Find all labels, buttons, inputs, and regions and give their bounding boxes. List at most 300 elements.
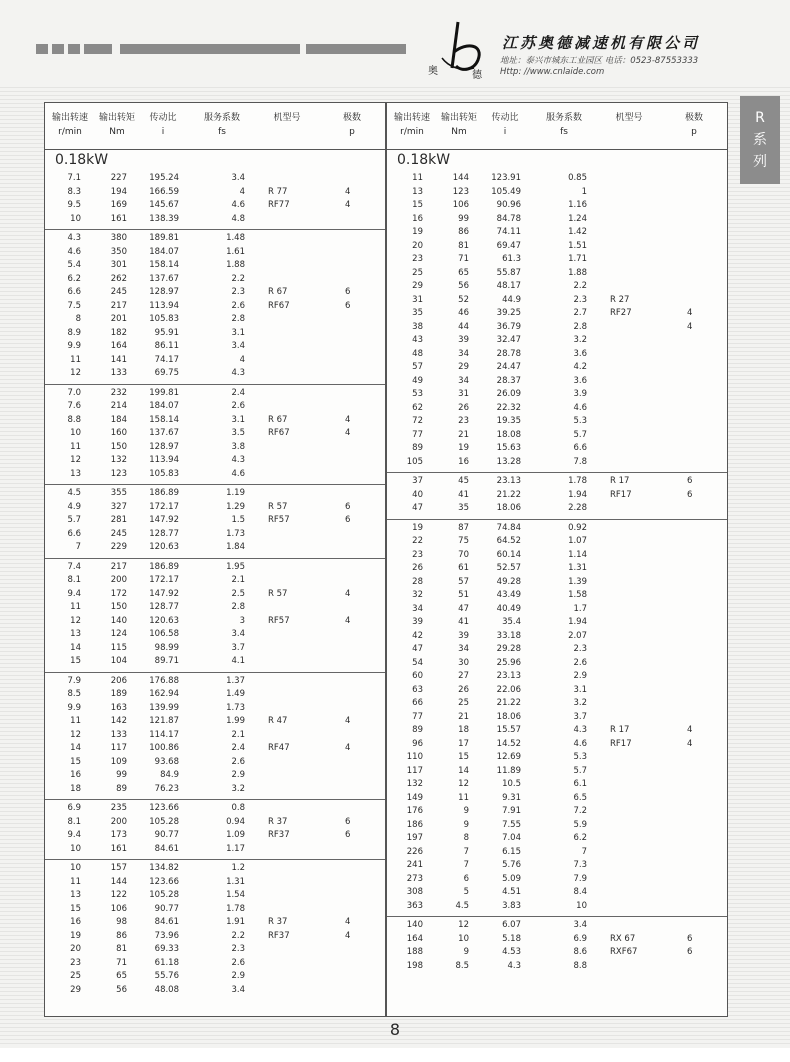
table-cell: 98.99 (154, 642, 179, 653)
table-row (387, 199, 727, 213)
table-cell: 241 (406, 860, 423, 870)
table-cell: 86 (458, 227, 469, 237)
table-cell: 26 (458, 402, 469, 413)
table-row (387, 589, 727, 603)
table-row (45, 889, 385, 903)
table-row (387, 846, 727, 860)
table-cell: 105.49 (491, 186, 521, 197)
table-cell: 4.3 (67, 233, 81, 243)
table-row (45, 528, 385, 542)
table-cell: 3.1 (573, 684, 587, 695)
table-row (387, 630, 727, 644)
table-cell: 10 (70, 213, 81, 224)
table-cell: 6.1 (573, 779, 587, 789)
table-row (45, 340, 385, 354)
table-cell: 18.06 (496, 503, 521, 513)
table-cell: 105 (406, 456, 423, 467)
table-cell: 10 (70, 843, 81, 854)
header-label: 输出转速 (393, 113, 430, 123)
table-cell: 2.1 (231, 729, 245, 740)
table-cell: 2.4 (231, 387, 245, 398)
table-cell: 13 (70, 629, 81, 639)
table-cell: 115 (110, 642, 127, 653)
model-label: R 77 (268, 186, 288, 197)
table-cell: 52 (458, 294, 469, 305)
table-row (45, 802, 385, 816)
table-cell: 3.4 (231, 629, 245, 639)
table-cell: 35 (412, 308, 423, 318)
table-cell: 4 (239, 354, 245, 365)
table-cell: 57 (412, 362, 423, 372)
table-cell: 65 (116, 971, 127, 981)
table-cell: 23 (412, 254, 423, 264)
table-cell: 11 (70, 441, 81, 452)
table-cell: 41 (458, 489, 469, 500)
table-cell: 10 (70, 428, 81, 438)
table-row (45, 232, 385, 246)
table-row (45, 588, 385, 602)
table-cell: 176.88 (149, 675, 179, 686)
table-cell: 11 (412, 173, 423, 183)
table-cell: 23.13 (496, 476, 521, 486)
table-row (45, 783, 385, 797)
table-row (45, 843, 385, 857)
table-cell: 30 (458, 657, 469, 668)
table-cell: 7.4 (67, 561, 81, 572)
poles-label: 6 (345, 816, 351, 827)
table-cell: 7.6 (67, 401, 81, 411)
table-cell: 2.8 (573, 321, 587, 332)
table-cell: 1.51 (568, 240, 587, 251)
table-cell: 106 (110, 903, 127, 914)
header-label: 输出转速 (51, 113, 88, 123)
table-cell: 9.31 (502, 792, 521, 803)
table-cell: 3.8 (231, 441, 245, 452)
table-row (45, 273, 385, 287)
table-cell: 90.77 (154, 830, 179, 840)
table-cell: 2.6 (231, 401, 245, 411)
table-row (387, 429, 727, 443)
table-cell: 93.68 (154, 756, 179, 767)
power-label: 0.18kW (55, 152, 109, 168)
table-row (387, 502, 727, 516)
table-cell: 1.73 (226, 528, 245, 539)
table-cell: 162.94 (149, 689, 179, 699)
table-cell: 0.8 (231, 803, 245, 813)
table-cell: 3.4 (231, 341, 245, 351)
table-cell: 1.31 (226, 876, 245, 887)
table-cell: 120.63 (149, 542, 179, 552)
table-cell: 9 (463, 819, 469, 830)
table-cell: 363 (406, 900, 423, 911)
poles-label: 4 (345, 200, 351, 210)
table-cell: 26 (412, 563, 423, 573)
table-cell: 6.9 (67, 803, 81, 813)
table-cell: 8.8 (573, 960, 587, 971)
table-cell: 1.94 (568, 489, 587, 500)
table-cell: 14 (70, 743, 81, 753)
table-cell: 26.09 (496, 389, 521, 399)
table-cell: 5.3 (573, 416, 587, 426)
model-label: RF37 (268, 930, 290, 941)
table-cell: 31 (412, 294, 423, 305)
table-cell: 105.28 (149, 816, 179, 827)
table-cell: 3.5 (231, 428, 245, 438)
table-cell: 122 (110, 890, 127, 900)
table-cell: 81 (116, 944, 127, 954)
model-label: RF37 (268, 830, 290, 840)
table-cell: 164 (110, 341, 127, 351)
table-cell: 12 (70, 368, 81, 378)
table-cell: 11.89 (496, 765, 521, 776)
table-cell: 8 (75, 314, 81, 324)
poles-label: 4 (345, 917, 351, 927)
table-cell: 89 (412, 443, 423, 453)
table-cell: 117 (406, 765, 423, 776)
table-cell: 160 (110, 428, 127, 438)
table-cell: 18 (458, 725, 469, 735)
table-cell: 4.6 (67, 246, 81, 257)
table-cell: 1.42 (568, 227, 587, 237)
table-cell: 63 (412, 684, 423, 695)
table-cell: 43.49 (496, 590, 521, 600)
table-cell: 128.97 (149, 441, 179, 452)
table-cell: 1.73 (226, 702, 245, 713)
poles-label: 4 (345, 716, 351, 726)
poles-label: 4 (687, 321, 693, 332)
table-cell: 161 (110, 843, 127, 854)
table-row (45, 387, 385, 401)
table-cell: 11 (70, 716, 81, 726)
table-header (387, 103, 727, 150)
table-cell: 138.39 (149, 213, 179, 224)
table-cell: 1.19 (226, 488, 245, 498)
table-cell: 69.75 (154, 368, 179, 378)
model-label: RF77 (268, 200, 290, 210)
table-cell: 188 (406, 947, 423, 957)
table-cell: 16 (458, 456, 469, 467)
table-cell: 29 (70, 984, 81, 995)
model-label: R 47 (268, 716, 288, 726)
table-row (387, 375, 727, 389)
table-cell: 8.8 (67, 414, 81, 425)
table-cell: 99 (116, 770, 127, 780)
table-cell: 3.9 (573, 389, 587, 399)
table-cell: 42 (412, 630, 423, 641)
table-cell: 10 (70, 863, 81, 873)
table-cell: 4.3 (231, 368, 245, 378)
series-tab-line: R (755, 110, 765, 126)
table-cell: 2.7 (573, 308, 587, 318)
table-row (45, 876, 385, 890)
table-row (45, 930, 385, 944)
table-row (45, 829, 385, 843)
table-row (387, 253, 727, 267)
table-row (45, 454, 385, 468)
table-cell: 0.85 (568, 173, 587, 183)
table-cell: 137.67 (149, 428, 179, 438)
table-cell: 32 (412, 590, 423, 600)
table-cell: 172.17 (149, 501, 179, 512)
table-row (387, 657, 727, 671)
table-cell: 12 (70, 729, 81, 740)
table-cell: 39 (412, 617, 423, 627)
table-cell: 8.5 (67, 689, 81, 699)
table-cell: 2.6 (231, 300, 245, 311)
table-cell: 51 (458, 590, 469, 600)
table-cell: 90.96 (496, 200, 521, 210)
table-cell: 245 (110, 528, 127, 539)
header-label: 机型号 (615, 113, 643, 123)
table-cell: 71 (116, 957, 127, 968)
table-cell: 69.47 (496, 240, 521, 251)
table-row (45, 642, 385, 656)
table-cell: 29 (412, 281, 423, 291)
table-cell: 1.2 (231, 863, 245, 873)
table-row (387, 334, 727, 348)
table-cell: 184.07 (149, 401, 179, 411)
table-cell: 5.7 (573, 765, 587, 776)
table-row (45, 675, 385, 689)
table-cell: 47 (412, 644, 423, 654)
poles-label: 4 (345, 615, 351, 626)
table-cell: 15 (70, 756, 81, 767)
table-row (45, 574, 385, 588)
table-cell: 7 (463, 860, 469, 870)
table-cell: 158.14 (149, 260, 179, 270)
table-row (45, 246, 385, 260)
table-cell: 76.23 (154, 783, 179, 794)
table-cell: 3.2 (231, 783, 245, 794)
table-row (45, 427, 385, 441)
table-cell: 1.71 (568, 254, 587, 264)
table-row (45, 943, 385, 957)
header-unit: fs (218, 127, 226, 137)
table-cell: 149 (406, 792, 423, 803)
header-unit: p (349, 127, 355, 137)
table-cell: 2.9 (231, 971, 245, 981)
table-cell: 28.78 (496, 348, 521, 359)
table-cell: 109 (110, 756, 127, 767)
model-label: R 37 (268, 816, 288, 827)
table-cell: 3.4 (573, 920, 587, 930)
table-cell: 5.4 (67, 260, 81, 270)
table-cell: 7 (75, 542, 81, 552)
table-cell: 123.91 (491, 173, 521, 183)
table-row (45, 688, 385, 702)
table-cell: 1.58 (568, 590, 587, 600)
table-cell: 4.1 (231, 656, 245, 666)
table-cell: 9.4 (67, 830, 81, 840)
table-cell: 235 (110, 803, 127, 813)
company-website: Http: //www.cnlaide.com (500, 67, 605, 77)
table-row (45, 769, 385, 783)
table-row (45, 984, 385, 998)
table-cell: 32.47 (496, 335, 521, 345)
table-cell: 2.4 (231, 743, 245, 753)
table-cell: 21.22 (496, 489, 521, 500)
table-cell: 5.7 (67, 515, 81, 525)
table-row (45, 903, 385, 917)
table-cell: 57 (458, 576, 469, 587)
header-label: 极数 (684, 113, 703, 123)
table-cell: 2.3 (573, 644, 587, 654)
table-cell: 141 (110, 354, 127, 365)
table-cell: 123 (110, 468, 127, 479)
table-cell: 2.1 (231, 575, 245, 585)
model-label: RF57 (268, 515, 290, 525)
table-cell: 4.6 (573, 402, 587, 413)
table-cell: 25 (70, 971, 81, 981)
table-cell: 4.6 (573, 738, 587, 749)
table-row (387, 805, 727, 819)
table-cell: 186.89 (149, 488, 179, 498)
poles-label: 4 (345, 743, 351, 753)
table-group (45, 559, 385, 673)
table-cell: 3 (239, 615, 245, 626)
table-cell: 3.4 (231, 984, 245, 995)
table-cell: 8.1 (67, 816, 81, 827)
table-cell: 172.17 (149, 575, 179, 585)
model-label: R 17 (610, 725, 630, 735)
table-cell: 184.07 (149, 246, 179, 257)
table-cell: 89 (412, 725, 423, 735)
table-cell: 4.3 (507, 960, 521, 971)
table-cell: 54 (412, 657, 423, 668)
table-cell: 1.48 (226, 233, 245, 243)
table-row (387, 933, 727, 947)
table-cell: 64.52 (496, 536, 521, 546)
table-cell: 1.78 (226, 903, 245, 914)
table-row (387, 576, 727, 590)
table-cell: 10 (458, 933, 469, 944)
table-cell: 62 (412, 402, 423, 413)
table-row (45, 172, 385, 186)
table-cell: 189 (110, 689, 127, 699)
table-row (387, 859, 727, 873)
table-row (45, 414, 385, 428)
table-row (387, 832, 727, 846)
table-cell: 7.8 (573, 456, 587, 467)
table-cell: 48.17 (496, 281, 521, 291)
page-number: 8 (389, 1020, 401, 1039)
table-cell: 44.9 (502, 294, 521, 305)
table-cell: 150 (110, 602, 127, 612)
table-row (45, 367, 385, 381)
table-cell: 4.51 (502, 887, 521, 897)
table-cell: 217 (110, 300, 127, 311)
table-cell: 1.88 (568, 267, 587, 278)
table-cell: 197 (406, 833, 423, 843)
table-cell: 70 (458, 549, 469, 560)
table-cell: 200 (110, 575, 127, 585)
table-cell: 105.83 (149, 314, 179, 324)
table-cell: 3.2 (573, 698, 587, 708)
table-cell: 7.04 (502, 833, 521, 843)
table-cell: 11 (70, 876, 81, 887)
table-cell: 5 (463, 887, 469, 897)
table-cell: 34 (412, 603, 423, 614)
table-cell: 53 (412, 389, 423, 399)
company-logo (418, 18, 508, 80)
table-row (45, 756, 385, 770)
header-unit: p (691, 127, 697, 137)
table-cell: 90.77 (154, 903, 179, 914)
model-label: RF17 (610, 738, 632, 749)
table-cell: 23.13 (496, 671, 521, 681)
table-row (387, 792, 727, 806)
table-cell: 15 (458, 752, 469, 762)
table-cell: 61.3 (502, 254, 521, 264)
table-cell: 7.91 (502, 806, 521, 816)
table-row (387, 321, 727, 335)
table-cell: 4.6 (231, 200, 245, 210)
table-row (387, 819, 727, 833)
table-cell: 6.6 (67, 528, 81, 539)
table-cell: 4.3 (231, 455, 245, 465)
table-row (45, 715, 385, 729)
table-cell: 1.61 (226, 246, 245, 257)
table-cell: 15.57 (496, 725, 521, 735)
table-cell: 350 (110, 246, 127, 257)
model-label: R 67 (268, 287, 288, 297)
table-cell: 10 (576, 900, 587, 911)
header-unit: r/min (400, 127, 424, 137)
table-cell: 105.83 (149, 468, 179, 479)
table-row (45, 615, 385, 629)
table-cell: 273 (406, 873, 423, 884)
table-cell: 227 (110, 173, 127, 183)
table-cell: 8 (463, 833, 469, 843)
table-row (45, 487, 385, 501)
table-cell: 1.07 (568, 536, 587, 546)
table-cell: 2.8 (231, 602, 245, 612)
table-cell: 166.59 (149, 186, 179, 197)
table-cell: 89.71 (154, 656, 179, 666)
company-name: 江苏奥德减速机有限公司 (502, 34, 701, 52)
table-row (387, 873, 727, 887)
header-label: 传动比 (491, 113, 519, 123)
table-row (387, 960, 727, 974)
table-row (45, 286, 385, 300)
table-cell: 2.2 (231, 273, 245, 284)
table-row (387, 294, 727, 308)
table-cell: 86 (116, 930, 127, 941)
table-group (45, 170, 385, 230)
table-cell: 1.49 (226, 689, 245, 699)
table-cell: 21.22 (496, 698, 521, 708)
poles-label: 6 (345, 501, 351, 512)
table-cell: 3.7 (231, 642, 245, 653)
table-cell: 84.78 (496, 213, 521, 224)
header-decor-bar (36, 44, 406, 54)
table-cell: 4 (239, 186, 245, 197)
table-cell: 66 (412, 698, 423, 708)
table-row (45, 468, 385, 482)
table-row (45, 199, 385, 213)
table-cell: 133 (110, 729, 127, 740)
table-cell: 25 (458, 698, 469, 708)
table-cell: 56 (458, 281, 469, 291)
poles-label: 4 (345, 186, 351, 197)
model-label: R 57 (268, 588, 288, 599)
table-cell: 206 (110, 675, 127, 686)
table-cell: 46 (458, 308, 469, 318)
table-row (387, 946, 727, 960)
model-label: RF17 (610, 489, 632, 500)
table-cell: 147.92 (149, 588, 179, 599)
table-cell: 28 (412, 576, 423, 587)
